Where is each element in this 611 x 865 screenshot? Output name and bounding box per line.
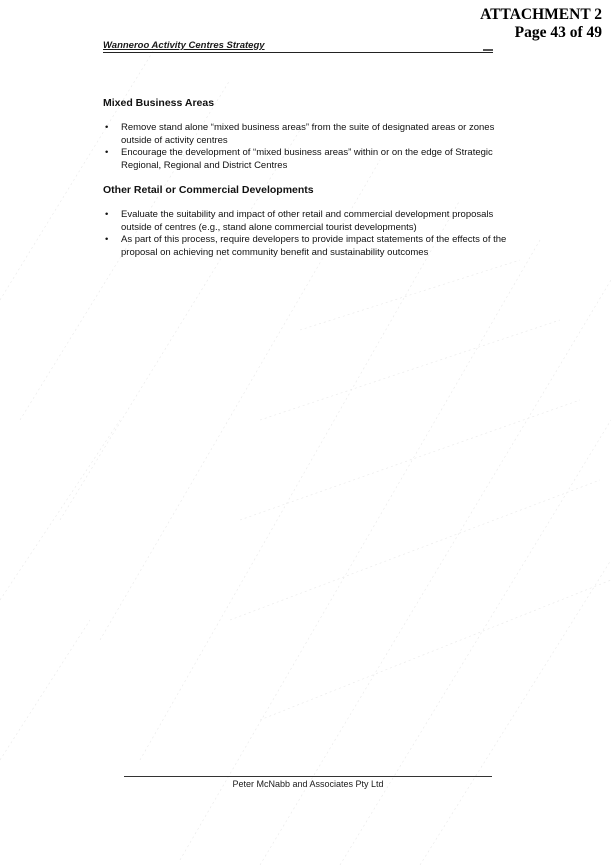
main-content [103,97,513,271]
bullet-icon: • [105,147,109,158]
list-item [103,122,513,147]
section-heading: Other Retail or Commercial Developments [103,184,314,196]
list-item-text: Remove stand alone “mixed business areas” from the suite of designated areas or zones outside of activity centres [121,122,495,146]
bullet-list [103,209,513,259]
list-item [103,209,513,234]
bullet-icon: • [105,122,109,133]
bullet-icon: • [105,234,109,245]
list-item-text: Evaluate the suitability and impact of other retail and commercial development proposals outside of centres (e.g., stand alone commercial tourist developments) [121,209,494,233]
section-heading: Mixed Business Areas [103,97,215,109]
attachment-title: ATTACHMENT 2 [480,6,602,23]
bullet-icon: • [105,209,109,220]
list-item [103,234,513,259]
list-item [103,147,513,172]
section-mixed-business-areas [103,97,513,172]
list-item-text: As part of this process, require developers to provide impact statements of the effects of the proposal on achieving net community benefit and sustainability outcomes [121,234,507,258]
bullet-list [103,122,513,172]
document-title: Wanneroo Activity Centres Strategy [103,40,265,51]
header-mark [483,49,493,51]
attachment-label [480,6,602,42]
list-item-text: Encourage the development of “mixed business areas” within or on the edge of Strategic Regional, Regional and District Centres [121,147,493,171]
section-other-retail [103,184,513,259]
page-number: Page 43 of 49 [514,24,602,41]
running-header [103,40,493,53]
footer-divider [124,776,492,777]
footer-company: Peter McNabb and Associates Pty Ltd [232,779,384,789]
